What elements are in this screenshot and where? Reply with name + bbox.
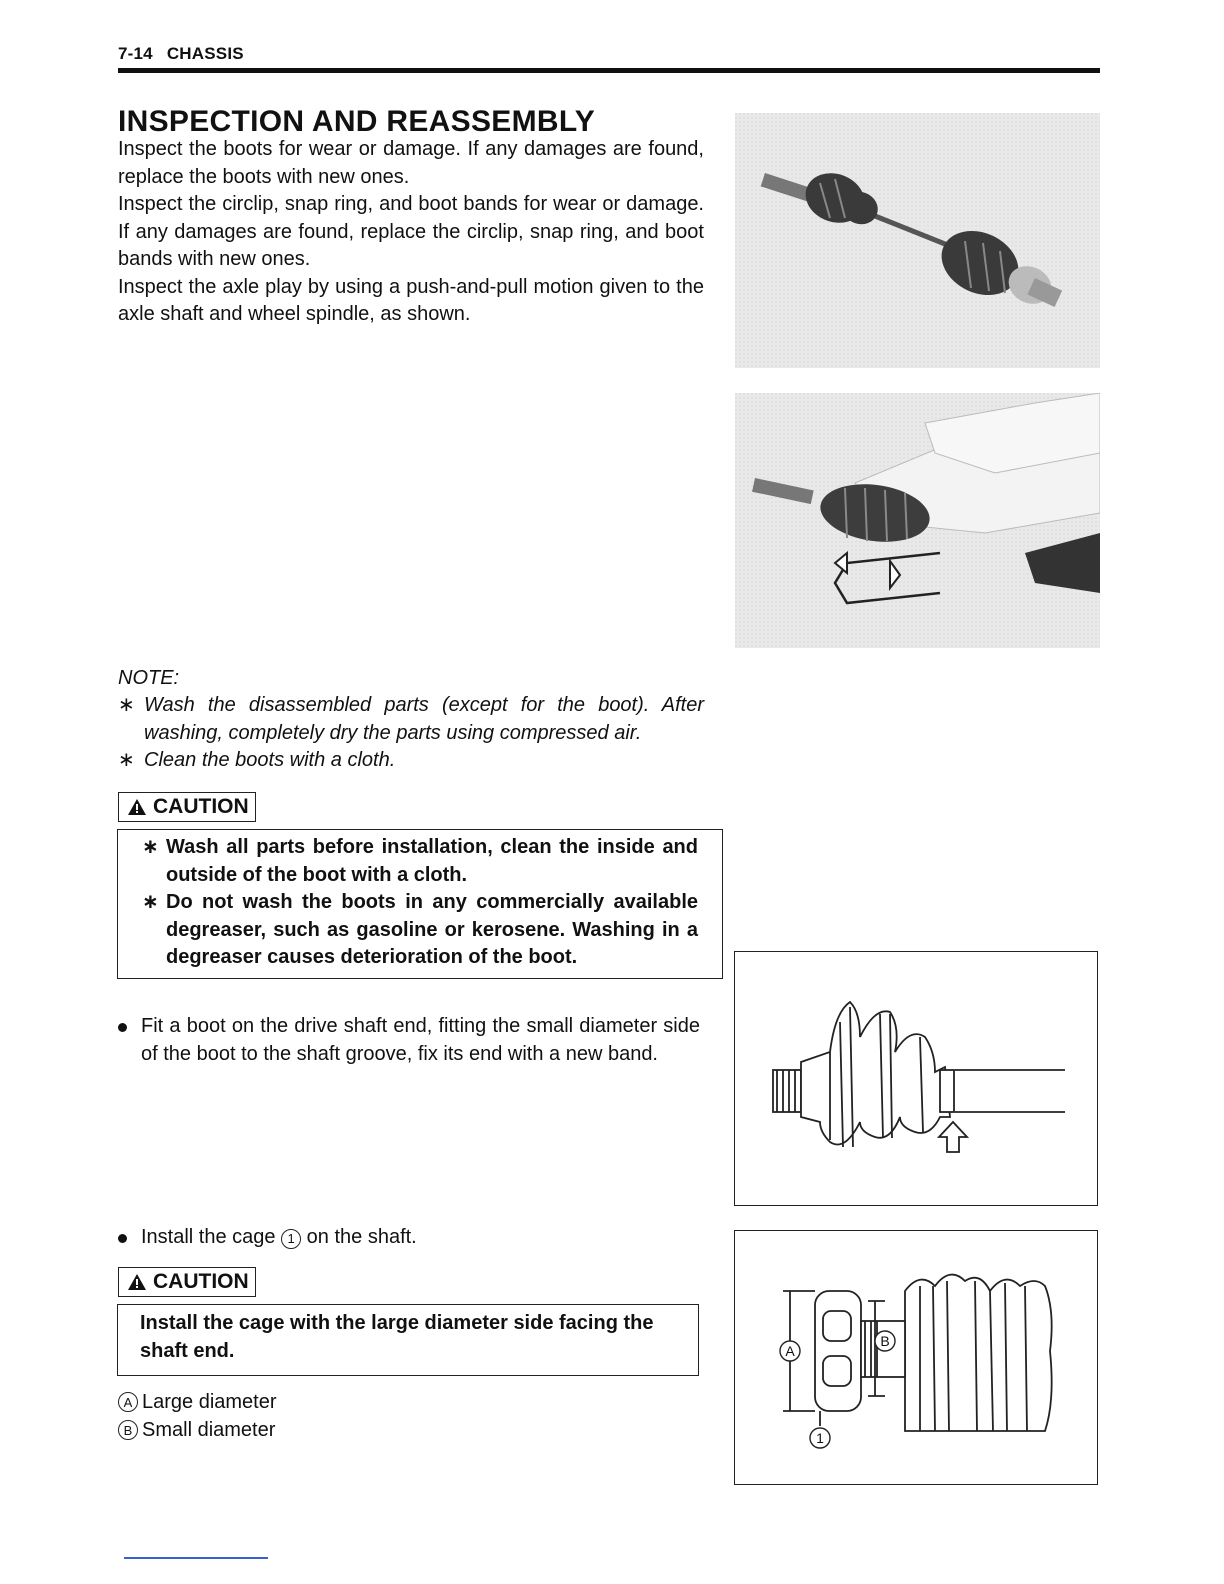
caution-label (118, 792, 256, 822)
figure-label-b: B (880, 1333, 890, 1349)
axle-play-illustration (735, 393, 1100, 648)
bullet-item (118, 1224, 700, 1252)
legend-mark-b: B (118, 1420, 138, 1440)
note-item: ∗ Clean the boots with a cloth. (118, 749, 396, 771)
caution-text: CAUTION (153, 1270, 249, 1293)
intro-paragraph: Inspect the boots for wear or damage. If any damages are found, replace the boots with new ones. (118, 138, 704, 188)
caution-item: ∗ Wash all parts before installation, clean the inside and outside of the boot with a cloth. (142, 836, 698, 886)
warning-triangle-icon (127, 1273, 147, 1291)
caution-item-text: Wash all parts before installation, clean the inside and outside of the boot with a cloth. (166, 836, 698, 886)
legend-item (118, 1416, 277, 1444)
cage-install-diagram (735, 1231, 1097, 1484)
legend-label: Large diameter (142, 1391, 277, 1413)
caution-box (117, 829, 723, 979)
section-name: CHASSIS (166, 44, 244, 63)
intro-paragraph: Inspect the circlip, snap ring, and boot bands for wear or damage. If any damages are found, replace the circlip, snap ring, and boot bands with new ones. (118, 193, 704, 270)
caution-item: ∗ Do not wash the boots in any commercially available degreaser, such as gasoline or kerosene. Washing in a degreaser causes deterioration of the boot. (142, 891, 698, 968)
drive-shaft-illustration (735, 113, 1100, 368)
caution-item-text: Install the cage with the large diameter side facing the shaft end. (140, 1312, 654, 1362)
figure-label-a: A (785, 1343, 795, 1359)
step-install-cage (118, 1224, 700, 1252)
page-title: INSPECTION AND REASSEMBLY (118, 105, 596, 138)
header-rule (118, 68, 1100, 73)
caution-box (117, 1304, 699, 1376)
boot-fitting-figure (734, 951, 1098, 1206)
figure-label-1: 1 (816, 1430, 824, 1446)
footer-rule (124, 1557, 268, 1559)
step-text: Install the cage (141, 1226, 276, 1248)
axle-play-photo (735, 393, 1100, 648)
bullet-dot (118, 1234, 127, 1243)
step-text: on the shaft. (306, 1226, 417, 1248)
caution-label (118, 1267, 256, 1297)
step-fit-boot (118, 1013, 700, 1068)
legend-mark-a: A (118, 1392, 138, 1412)
cage-install-figure (734, 1230, 1098, 1485)
caution-text: CAUTION (153, 795, 249, 818)
legend (118, 1388, 277, 1444)
note-item-text: Clean the boots with a cloth. (144, 749, 396, 771)
note-item-text: Wash the disassembled parts (except for the boot). After washing, completely dry the parts using compressed air. (144, 694, 704, 744)
step-text: Fit a boot on the drive shaft end, fitting the small diameter side of the boot to the shaft groove, fix its end with a new band. (141, 1015, 700, 1065)
warning-triangle-icon (127, 798, 147, 816)
intro-paragraph: Inspect the axle play by using a push-and-pull motion given to the axle shaft and wheel spindle, as shown. (118, 275, 704, 325)
note-item: ∗ Wash the disassembled parts (except for the boot). After washing, completely dry the parts using compressed air. (118, 694, 704, 744)
note-list (118, 692, 704, 775)
legend-item (118, 1388, 277, 1416)
intro-text (118, 136, 704, 329)
page-number: 7-14 (118, 44, 153, 63)
caution-item-text: Do not wash the boots in any commercially available degreaser, such as gasoline or kerosene. Washing in a degreaser causes deterioration of the boot. (166, 891, 698, 968)
note-label: NOTE: (118, 667, 180, 689)
bullet-item (118, 1013, 700, 1068)
page-header (118, 44, 244, 64)
legend-label: Small diameter (142, 1419, 276, 1441)
bullet-dot (118, 1023, 127, 1032)
callout-1-marker: 1 (281, 1229, 301, 1249)
boot-fitting-diagram (735, 952, 1097, 1205)
drive-shaft-photo (735, 113, 1100, 368)
